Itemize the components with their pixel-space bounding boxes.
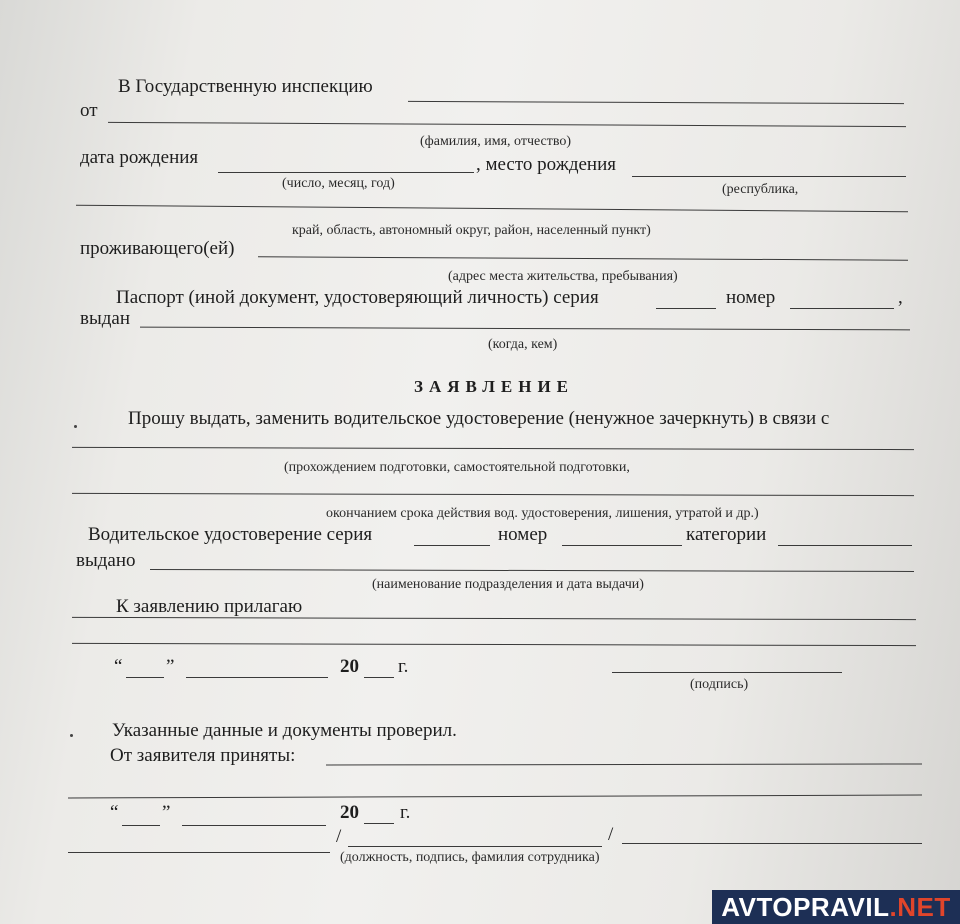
issued-line (140, 327, 910, 331)
birth-date-label: дата рождения (80, 147, 199, 168)
birth-place-label: , место рождения (476, 154, 616, 175)
year2-suffix: г. (400, 802, 411, 823)
signature-hint: (подпись) (690, 677, 749, 692)
accepted-line-2 (68, 795, 922, 799)
inspection-line (408, 101, 904, 104)
region-line (76, 205, 908, 213)
categories-line (778, 545, 912, 546)
attach-line-1 (72, 617, 916, 620)
date-hint: (число, месяц, год) (282, 176, 395, 191)
margin-dot (74, 425, 77, 428)
month-line (186, 677, 328, 678)
reason-line-2 (72, 493, 914, 496)
when-whom-hint: (когда, кем) (488, 337, 558, 352)
year-suffix: г. (398, 656, 409, 677)
republic-hint: (республика, (722, 182, 799, 197)
categories-label: категории (686, 524, 767, 545)
year2-line (364, 823, 394, 824)
birth-date-line (218, 172, 474, 173)
request-text: Прошу выдать, заменить водительское удостоверение (ненужное зачеркнуть) в связи с (128, 408, 830, 429)
reason-line-1 (72, 447, 914, 450)
fio-line (108, 122, 906, 127)
attach-line-2 (72, 643, 916, 646)
fio-hint: (фамилия, имя, отчество) (420, 134, 572, 149)
issued-label: выдан (80, 308, 131, 329)
license-series-label: Водительское удостоверение серия (88, 524, 373, 545)
reason-hint-1: (прохождением подготовки, самостоятельной подготовки, (284, 460, 630, 475)
date-open-quote: “ (114, 656, 123, 677)
to-inspection-label: В Государственную инспекцию (118, 76, 373, 97)
date2-open-quote: “ (110, 802, 119, 823)
slash-1: / (336, 826, 342, 847)
passport-series-line (656, 308, 716, 309)
checked-text: Указанные данные и документы проверил. (112, 720, 457, 741)
staff-name-line (622, 843, 922, 844)
department-hint: (наименование подразделения и дата выдачи) (372, 577, 644, 592)
license-number-label: номер (498, 524, 548, 545)
birth-place-line (632, 176, 906, 177)
issued-neut-label: выдано (76, 550, 136, 571)
year-line (364, 677, 394, 678)
passport-number-label: номер (726, 287, 776, 308)
position-line (68, 852, 330, 853)
month2-line (182, 825, 326, 826)
date-close-quote: ” (166, 656, 175, 677)
slash-2: / (608, 824, 614, 845)
day-line (126, 677, 164, 678)
site-watermark (712, 890, 960, 924)
day2-line (122, 825, 160, 826)
residing-label: проживающего(ей) (80, 238, 235, 259)
watermark-main: AVTOPRAVIL (721, 892, 890, 922)
year-prefix: 20 (340, 656, 359, 677)
statement-title: ЗАЯВЛЕНИЕ (414, 377, 575, 396)
signature-line (612, 672, 842, 673)
passport-number-line (790, 308, 894, 309)
address-hint: (адрес места жительства, пребывания) (448, 269, 678, 284)
license-number-line (562, 545, 682, 546)
reason-hint-2: окончанием срока действия вод. удостоверения, лишения, утратой и др.) (326, 506, 759, 521)
accepted-label: От заявителя приняты: (110, 745, 296, 766)
department-line (150, 569, 914, 572)
year2-prefix: 20 (340, 802, 359, 823)
from-label: от (80, 100, 98, 121)
staff-hint: (должность, подпись, фамилия сотрудника) (340, 850, 600, 865)
license-series-line (414, 545, 490, 546)
passport-label: Паспорт (иной документ, удостоверяющий личность) серия (116, 287, 599, 308)
watermark-suffix: .NET (889, 892, 951, 922)
date2-close-quote: ” (162, 802, 171, 823)
staff-signature-line (348, 846, 602, 847)
accepted-line (326, 763, 922, 765)
attach-label: К заявлению прилагаю (116, 596, 303, 617)
address-line (258, 256, 908, 260)
margin-dot-2 (70, 734, 73, 737)
region-hint: край, область, автономный округ, район, населенный пункт) (292, 223, 651, 238)
comma: , (898, 287, 903, 308)
